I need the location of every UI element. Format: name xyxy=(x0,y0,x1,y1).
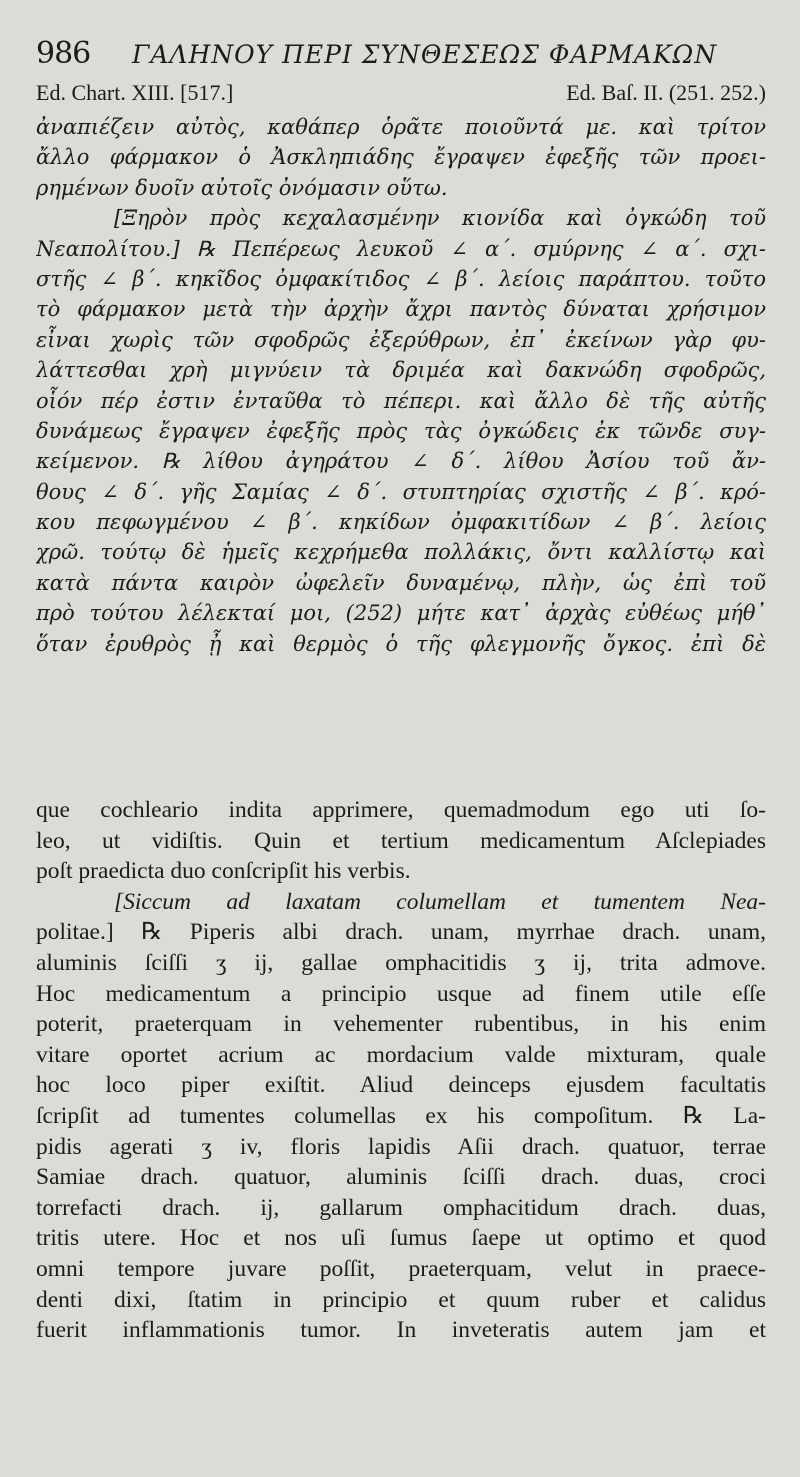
latin-line: ſcripſit ad tumentes columellas ex his compoſitum. ℞ La- xyxy=(36,1102,766,1129)
latin-line: politae.] ℞ Piperis albi drach. unam, myrrhae drach. unam, xyxy=(36,919,766,946)
greek-line: ρημένων δυοῖν αὐτοῖς ὀνόμασιν οὕτω. xyxy=(36,175,448,200)
latin-line: torrefacti drach. ij, gallarum omphacitidum drach. duas, xyxy=(36,1194,766,1221)
greek-line: δυνάμεως ἔγραψεν ἐφεξῆς πρὸς τὰς ὀγκώδεις ἐκ τῶνδε συγ- xyxy=(36,418,766,443)
latin-line: vitare oportet acrium ac mordacium valde mixturam, quale xyxy=(36,1041,766,1068)
edition-chart-reference: Ed. Chart. XIII. [517.] xyxy=(36,80,234,105)
latin-line: aluminis ſciſſi ʒ ij, gallae omphacitidis ʒ ij, trita admove. xyxy=(36,949,766,976)
page-number: 986 xyxy=(36,36,91,71)
edition-basel-reference: Ed. Baſ. II. (251. 252.) xyxy=(566,80,766,105)
greek-line: [Ξηρὸν πρὸς κεχαλασμένην κιονίδα καὶ ὀγκώδη τοῦ xyxy=(114,206,766,231)
edition-references xyxy=(36,80,766,110)
latin-line: Samiae drach. quatuor, aluminis ſciſſi drach. duas, croci xyxy=(36,1164,766,1191)
greek-line: οἷόν πέρ ἐστιν ἐνταῦθα τὸ πέπερι. καὶ ἄλλο δὲ τῆς αὐτῆς xyxy=(36,388,766,413)
latin-line: Hoc medicamentum a principio usque ad finem utile eſſe xyxy=(36,980,766,1007)
greek-line: κατὰ πάντα καιρὸν ὠφελεῖν δυναμένῳ, πλὴν, ὡς ἐπὶ τοῦ xyxy=(36,570,766,595)
latin-line: que cochleario indita apprimere, quemadmodum ego uti ſo- xyxy=(36,797,766,823)
greek-line: ὅταν ἐρυθρὸς ᾖ καὶ θερμὸς ὁ τῆς φλεγμονῆς ὄγκος. ἐπὶ δὲ xyxy=(36,631,766,656)
greek-line: λάττεσθαι χρὴ μιγνύειν τὰ δριμέα καὶ δακνώδη σφοδρῶς, xyxy=(36,358,766,383)
greek-line: κείμενον. ℞ λίθου ἀγηράτου ∠ δ΄. λίθου Ἀσίου τοῦ ἄν- xyxy=(36,449,766,474)
latin-text xyxy=(36,795,766,1346)
greek-line: ἀναπιέζειν αὐτὸς, καθάπερ ὁρᾶτε ποιοῦντά με. καὶ τρίτον xyxy=(36,115,766,139)
greek-line: στῆς ∠ β΄. κηκῖδος ὀμφακίτιδος ∠ β΄. λείοις παράπτου. τοῦτο xyxy=(36,266,766,291)
latin-line: pidis agerati ʒ iv, floris lapidis Aſii drach. quatuor, terrae xyxy=(36,1133,766,1160)
latin-line: [Siccum ad laxatam columellam et tumentem Nea- xyxy=(114,888,766,915)
page-header xyxy=(36,28,776,78)
running-title: ΓΑΛΗΝΟΥ ΠΕΡΙ ΣΥΝΘΕΣΕΩΣ ΦΑΡΜΑΚΩΝ xyxy=(132,40,718,69)
greek-line: πρὸ τούτου λέλεκταί μοι, (252) μήτε κατ᾽ ἀρχὰς εὐθέως μήθ᾽ xyxy=(36,601,766,626)
latin-line: tritis utere. Hoc et nos uſi ſumus ſaepe ut optimo et quod xyxy=(36,1225,766,1252)
latin-line: leo, ut vidiſtis. Quin et tertium medicamentum Aſclepiades xyxy=(36,827,766,854)
latin-line: hoc loco piper exiſtit. Aliud deinceps ejusdem facultatis xyxy=(36,1072,766,1099)
greek-line: τὸ φάρμακον μετὰ τὴν ἀρχὴν ἄχρι παντὸς δύναται χρήσιμον xyxy=(36,297,766,322)
greek-line: ἄλλο φάρμακον ὁ Ἀσκληπιάδης ἔγραψεν ἐφεξῆς τῶν προει- xyxy=(36,145,766,170)
greek-line: εἶναι χωρὶς τῶν σφοδρῶς ἐξερύθρων, ἐπ᾽ ἐκείνων γὰρ φυ- xyxy=(36,327,766,352)
latin-line: denti dixi, ſtatim in principio et quum ruber et calidus xyxy=(36,1286,766,1313)
latin-line: poſt praedicta duo conſcripſit his verbis. xyxy=(36,858,411,885)
greek-text xyxy=(36,112,766,659)
latin-line: omni tempore juvare poſſit, praeterquam, velut in praece- xyxy=(36,1255,766,1282)
greek-line: Νεαπολίτου.] ℞ Πεπέρεως λευκοῦ ∠ α΄. σμύρνης ∠ α΄. σχι- xyxy=(36,236,766,261)
greek-line: θους ∠ δ΄. γῆς Σαμίας ∠ δ΄. στυπτηρίας σχιστῆς ∠ β΄. κρό- xyxy=(36,479,766,504)
latin-line: fuerit inflammationis tumor. In inveteratis autem jam et xyxy=(36,1317,766,1344)
greek-line: χρῶ. τούτῳ δὲ ἡμεῖς κεχρήμεθα πολλάκις, ὄντι καλλίστῳ καὶ xyxy=(36,540,766,565)
greek-line: κου πεφωγμένου ∠ β΄. κηκίδων ὀμφακιτίδων ∠ β΄. λείοις xyxy=(36,510,766,535)
latin-line: poterit, praeterquam in vehementer rubentibus, in his enim xyxy=(36,1011,766,1038)
